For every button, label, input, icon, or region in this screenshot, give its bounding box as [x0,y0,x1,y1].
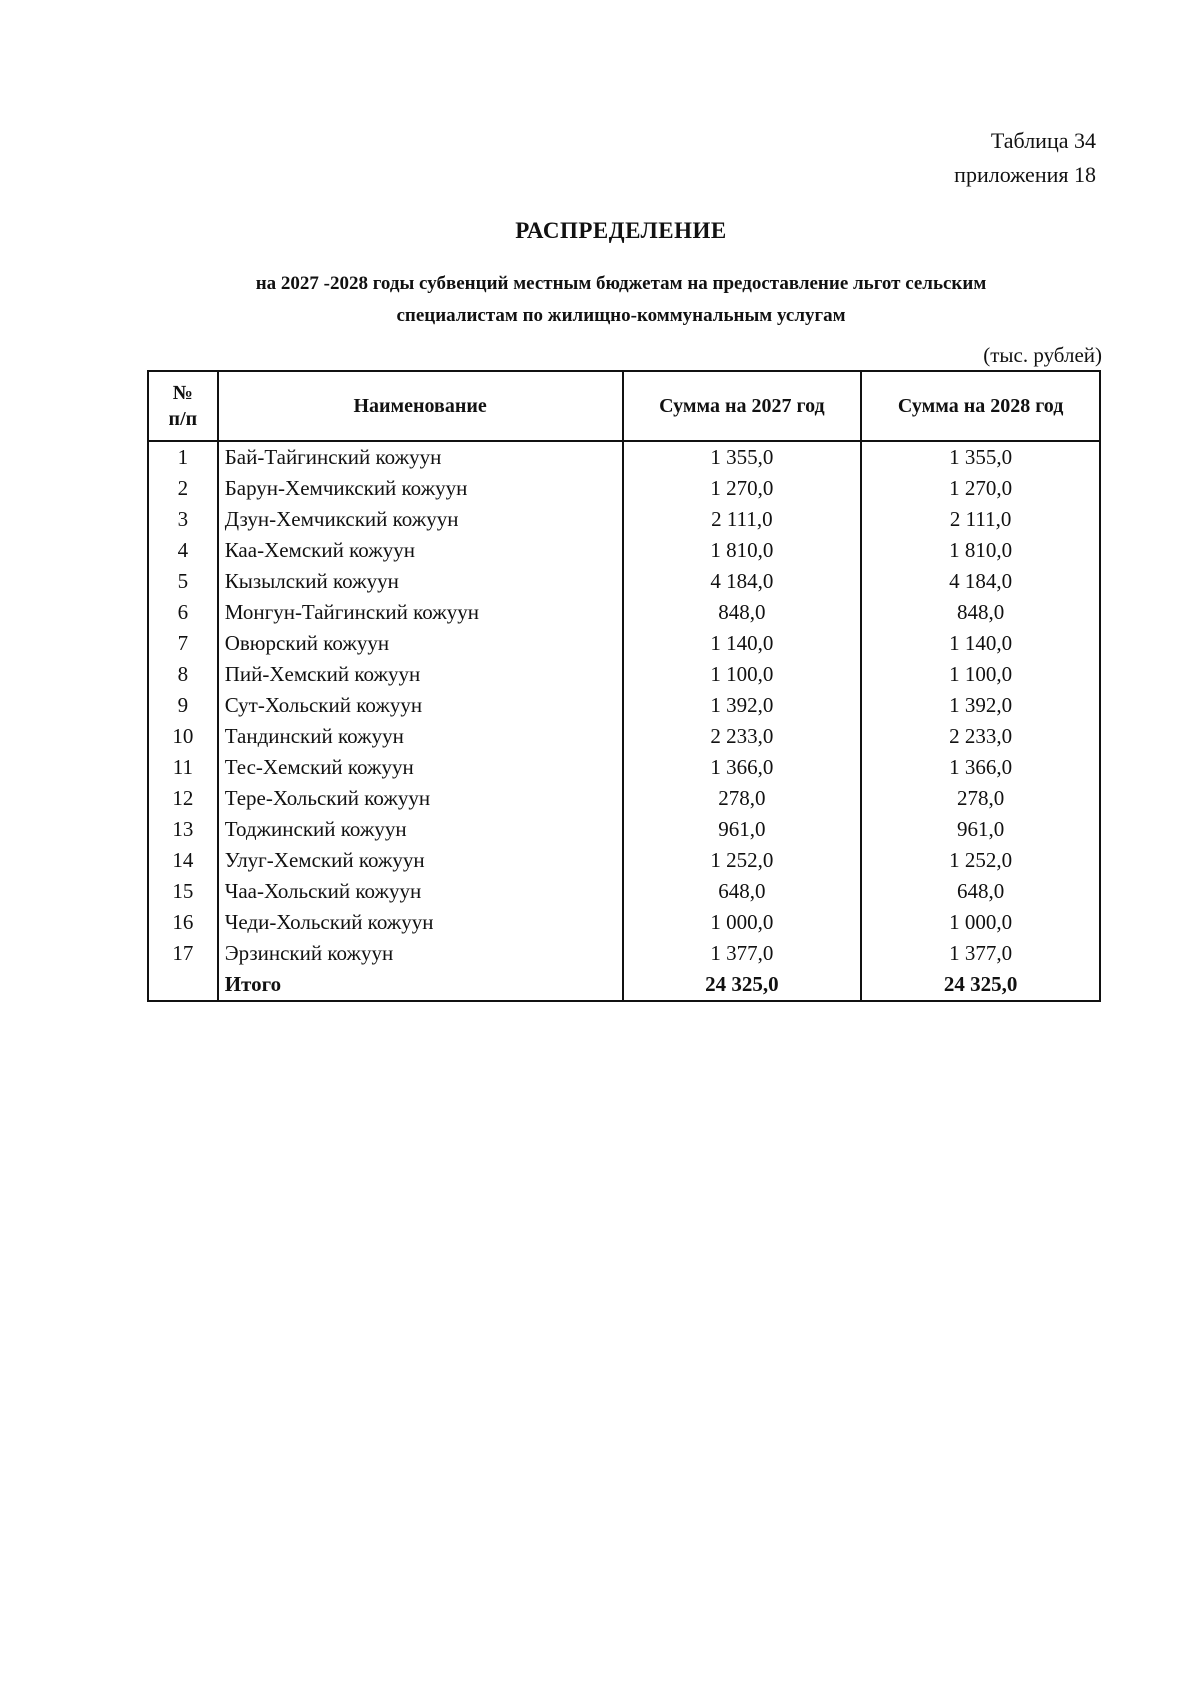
header-name: Наименование [218,371,623,441]
row-sum-2027: 4 184,0 [623,566,862,597]
row-number: 10 [148,721,218,752]
row-number: 16 [148,907,218,938]
row-sum-2028: 1 366,0 [861,752,1100,783]
header-number [148,371,218,441]
subtitle-line-1: на 2027 -2028 годы субвенций местным бюджетам на предоставление льгот сельским [255,273,987,294]
row-name: Тандинский кожуун [218,721,623,752]
row-name: Улуг-Хемский кожуун [218,845,623,876]
row-name: Чеди-Хольский кожуун [218,907,623,938]
row-sum-2027: 648,0 [623,876,862,907]
row-number: 1 [148,441,218,473]
subtitle-line-2: специалистам по жилищно-коммунальным услугам [396,305,846,326]
row-sum-2028: 961,0 [861,814,1100,845]
annex-appendix-number: приложения 18 [954,162,1096,187]
row-name: Тоджинский кожуун [218,814,623,845]
row-number: 14 [148,845,218,876]
row-name: Барун-Хемчикский кожуун [218,473,623,504]
table-row [148,690,1100,721]
total-row [148,969,1100,1001]
table-row [148,876,1100,907]
total-sum-2028: 24 325,0 [861,969,1100,1001]
row-sum-2028: 1 270,0 [861,473,1100,504]
row-sum-2028: 4 184,0 [861,566,1100,597]
row-name: Монгун-Тайгинский кожуун [218,597,623,628]
row-sum-2028: 648,0 [861,876,1100,907]
row-name: Дзун-Хемчикский кожуун [218,504,623,535]
row-name: Пий-Хемский кожуун [218,659,623,690]
document-title: РАСПРЕДЕЛЕНИЕ [515,218,727,243]
row-number: 2 [148,473,218,504]
header-sum-2028: Сумма на 2028 год [861,371,1100,441]
row-number: 17 [148,938,218,969]
annex-table-number: Таблица 34 [990,128,1096,153]
row-sum-2028: 1 140,0 [861,628,1100,659]
table-row [148,628,1100,659]
row-name: Овюрский кожуун [218,628,623,659]
table-body [148,441,1100,1001]
row-number: 6 [148,597,218,628]
row-sum-2028: 1 252,0 [861,845,1100,876]
row-sum-2028: 2 111,0 [861,504,1100,535]
row-number: 5 [148,566,218,597]
row-number: 9 [148,690,218,721]
row-sum-2027: 848,0 [623,597,862,628]
table-row [148,783,1100,814]
row-name: Бай-Тайгинский кожуун [218,441,623,473]
row-sum-2028: 1 392,0 [861,690,1100,721]
row-sum-2028: 1 810,0 [861,535,1100,566]
row-sum-2028: 1 377,0 [861,938,1100,969]
row-number: 11 [148,752,218,783]
row-sum-2028: 1 000,0 [861,907,1100,938]
row-sum-2027: 1 355,0 [623,441,862,473]
row-number: 7 [148,628,218,659]
total-label: Итого [218,969,623,1001]
table-row [148,814,1100,845]
table-row [148,566,1100,597]
row-sum-2027: 1 810,0 [623,535,862,566]
row-sum-2027: 278,0 [623,783,862,814]
row-sum-2027: 1 000,0 [623,907,862,938]
row-number: 4 [148,535,218,566]
row-sum-2028: 2 233,0 [861,721,1100,752]
row-name: Тес-Хемский кожуун [218,752,623,783]
table-row [148,659,1100,690]
row-sum-2027: 1 252,0 [623,845,862,876]
table-header-row [148,371,1100,441]
table-row [148,938,1100,969]
row-name: Эрзинский кожуун [218,938,623,969]
row-sum-2027: 1 366,0 [623,752,862,783]
row-sum-2027: 1 140,0 [623,628,862,659]
table-row [148,752,1100,783]
row-name: Кызылский кожуун [218,566,623,597]
row-sum-2027: 1 270,0 [623,473,862,504]
header-number-abbr: п/п [168,408,198,430]
document-subtitle [150,268,1092,332]
row-number: 15 [148,876,218,907]
row-name: Тере-Хольский кожуун [218,783,623,814]
table-row [148,504,1100,535]
table-row [148,597,1100,628]
row-name: Чаа-Хольский кожуун [218,876,623,907]
row-sum-2028: 1 100,0 [861,659,1100,690]
row-sum-2027: 2 233,0 [623,721,862,752]
row-sum-2028: 848,0 [861,597,1100,628]
header-sum-2027: Сумма на 2027 год [623,371,862,441]
table-row [148,721,1100,752]
row-sum-2027: 1 392,0 [623,690,862,721]
table-row [148,473,1100,504]
row-name: Сут-Хольский кожуун [218,690,623,721]
row-sum-2027: 1 377,0 [623,938,862,969]
table-row [148,535,1100,566]
row-sum-2028: 278,0 [861,783,1100,814]
table-row [148,907,1100,938]
row-number: 13 [148,814,218,845]
row-sum-2027: 2 111,0 [623,504,862,535]
units-note: (тыс. рублей) [983,343,1102,367]
header-number-symbol: № [172,382,193,404]
row-sum-2028: 1 355,0 [861,441,1100,473]
row-sum-2027: 961,0 [623,814,862,845]
row-sum-2027: 1 100,0 [623,659,862,690]
total-number [148,969,218,1001]
distribution-table [147,370,1101,1002]
annex-reference [954,124,1096,192]
row-number: 12 [148,783,218,814]
row-number: 8 [148,659,218,690]
table-row [148,441,1100,473]
row-name: Каа-Хемский кожуун [218,535,623,566]
table-row [148,845,1100,876]
row-number: 3 [148,504,218,535]
total-sum-2027: 24 325,0 [623,969,862,1001]
